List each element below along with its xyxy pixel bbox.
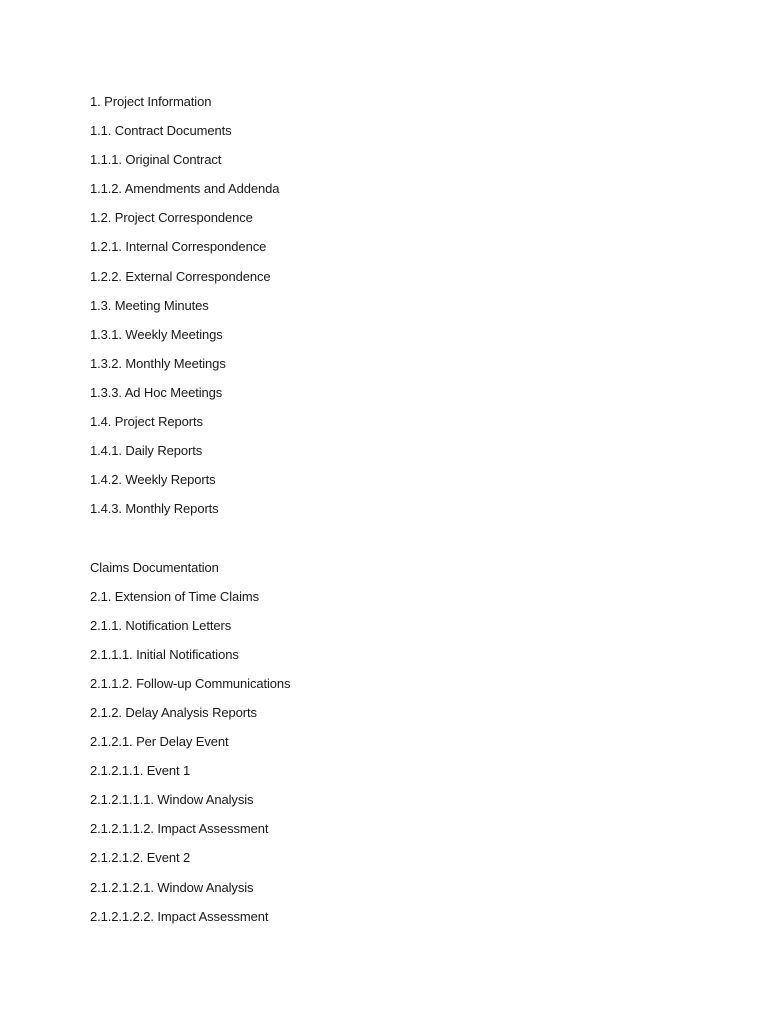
outline-item: 1.3.2. Monthly Meetings — [90, 355, 226, 371]
outline-item: 1.2.1. Internal Correspondence — [90, 239, 267, 255]
section-spacer — [90, 528, 730, 557]
outline-item: 1.2.2. External Correspondence — [90, 268, 271, 284]
outline-item: 1.1.1. Original Contract — [90, 152, 222, 168]
outline-item: 1.4.2. Weekly Reports — [90, 472, 216, 488]
outline-item: 2.1.1.1. Initial Notifications — [90, 646, 239, 662]
outline-item: 1.4. Project Reports — [90, 414, 203, 430]
outline-item: 1.4.1. Daily Reports — [90, 443, 203, 459]
outline-item: 2.1.2. Delay Analysis Reports — [90, 704, 257, 720]
outline-item: 2.1.2.1.2.2. Impact Assessment — [90, 908, 269, 924]
outline-item: 1.2. Project Correspondence — [90, 210, 253, 226]
outline-item: 1.3. Meeting Minutes — [90, 297, 209, 313]
outline-item: 2.1.2.1.2. Event 2 — [90, 850, 191, 866]
outline-item: 1.4.3. Monthly Reports — [90, 501, 219, 517]
outline-item: 2.1.1. Notification Letters — [90, 617, 232, 633]
outline-item: 1.1. Contract Documents — [90, 123, 232, 139]
outline-item: 2.1.2.1.1. Event 1 — [90, 763, 191, 779]
outline-item: 1.3.1. Weekly Meetings — [90, 326, 223, 342]
outline-item: 2.1.2.1.1.2. Impact Assessment — [90, 821, 269, 837]
outline-item: 2.1.1.2. Follow-up Communications — [90, 675, 291, 691]
outline-item: 2.1. Extension of Time Claims — [90, 588, 260, 604]
document-outline — [90, 92, 730, 936]
outline-item: 1.1.2. Amendments and Addenda — [90, 181, 280, 197]
outline-item: 2.1.2.1.1.1. Window Analysis — [90, 792, 254, 808]
section-heading: Claims Documentation — [90, 559, 219, 575]
outline-item: 2.1.2.1. Per Delay Event — [90, 734, 229, 750]
outline-item: 2.1.2.1.2.1. Window Analysis — [90, 879, 254, 895]
outline-item: 1. Project Information — [90, 94, 212, 109]
outline-item: 1.3.3. Ad Hoc Meetings — [90, 384, 223, 400]
